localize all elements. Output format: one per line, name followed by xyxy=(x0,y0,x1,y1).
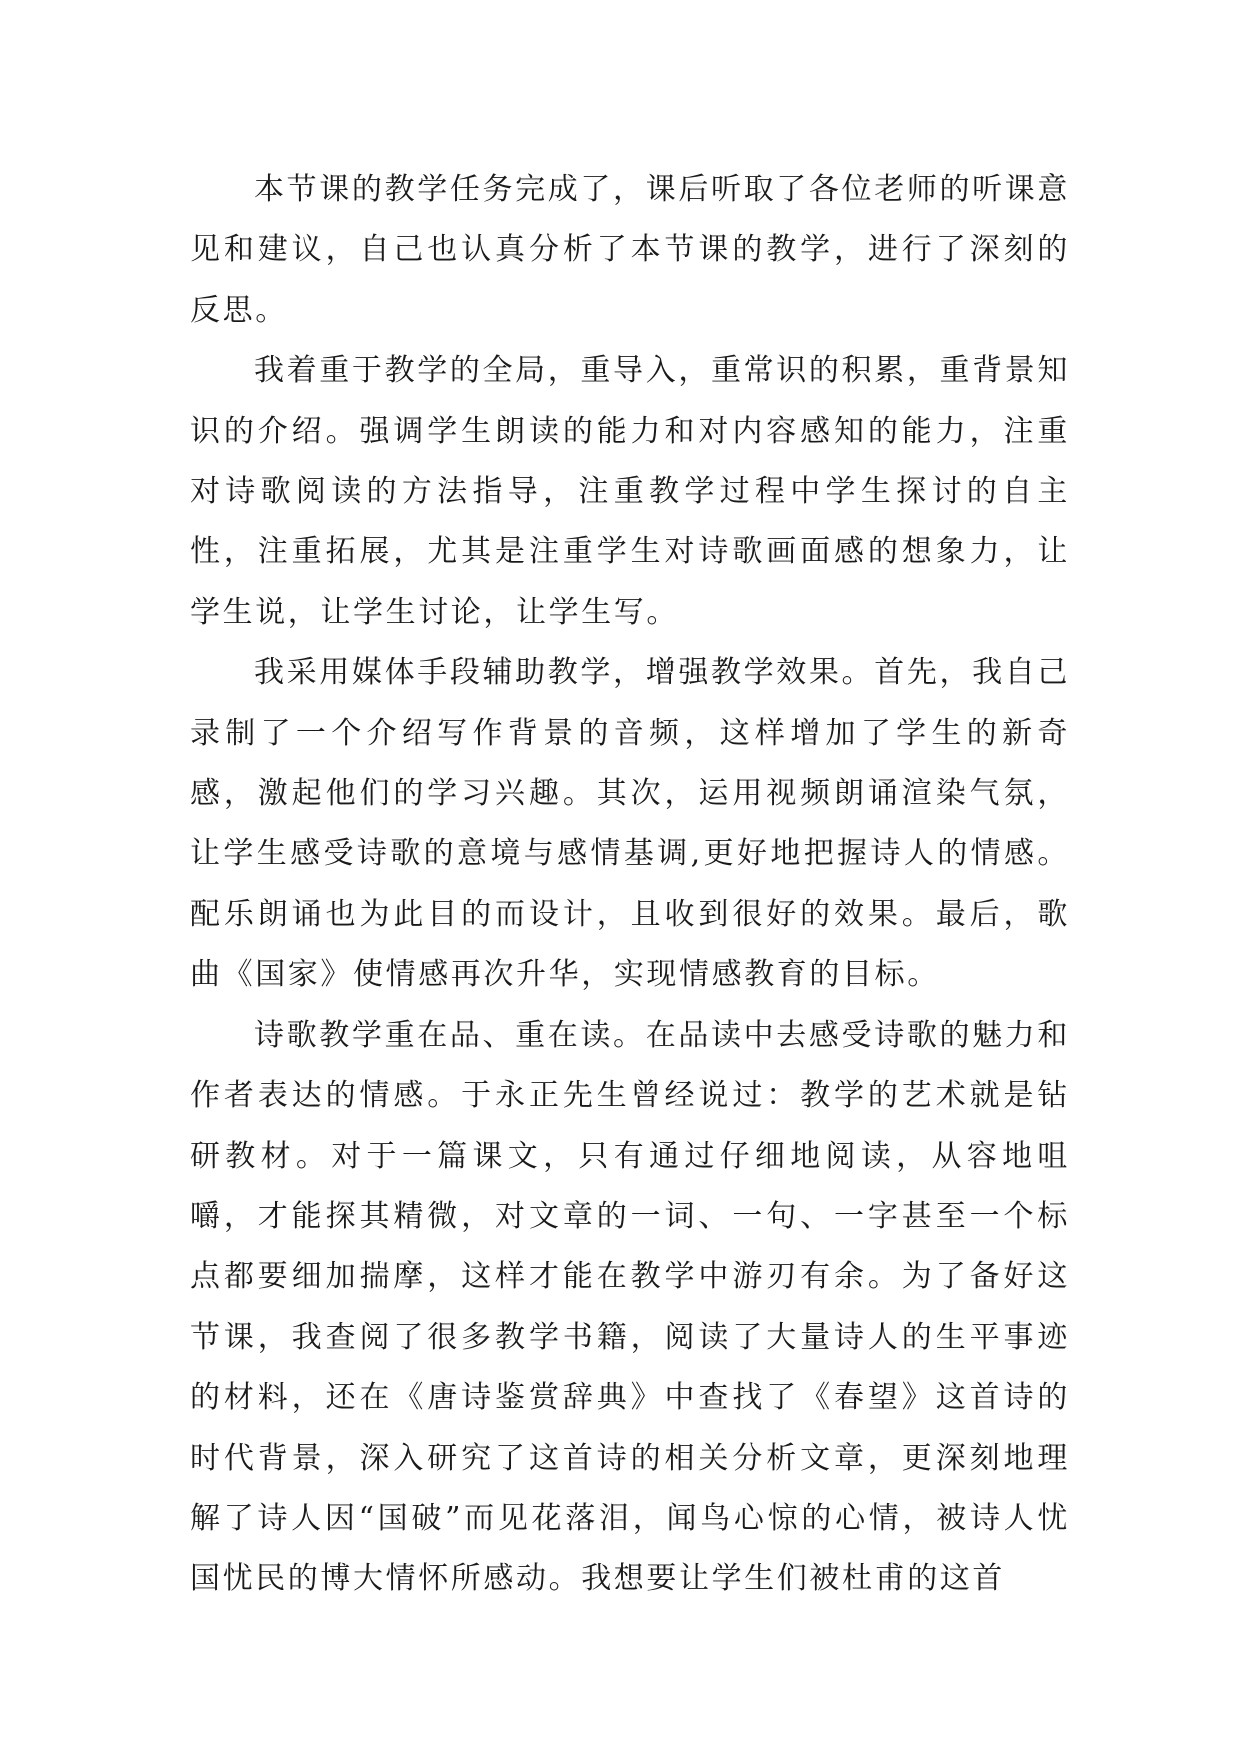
paragraph-media-usage: 我采用媒体手段辅助教学，增强教学效果。首先，我自己录制了一个介绍写作背景的音频，这样增加了学生的新奇感，激起他们的学习兴趣。其次，运用视频朗诵渲染气氛，让学生感受诗歌的意境与感情基调,更好地把握诗人的情感。配乐朗诵也为此目的而设计，且收到很好的效果。最后，歌曲《国家》使情感再次升华，实现情感教育的目标。 xyxy=(190,655,1070,993)
paragraph-reflection-intro: 本节课的教学任务完成了，课后听取了各位老师的听课意见和建议，自己也认真分析了本节课的教学，进行了深刻的反思。 xyxy=(190,172,1070,328)
paragraph-poetry-reading: 诗歌教学重在品、重在读。在品读中去感受诗歌的魅力和作者表达的情感。于永正先生曾经说过：教学的艺术就是钻研教材。对于一篇课文，只有通过仔细地阅读，从容地咀嚼，才能探其精微，对文章的一词、一句、一字甚至一个标点都要细加揣摩，这样才能在教学中游刃有余。为了备好这节课，我查阅了很多教学书籍，阅读了大量诗人的生平事迹的材料，还在《唐诗鉴赏辞典》中查找了《春望》这首诗的时代背景，深入研究了这首诗的相关分析文章，更深刻地理解了诗人因“国破”而见花落泪，闻鸟心惊的心情，被诗人忧国忧民的博大情怀所感动。我想要让学生们被杜甫的这首 xyxy=(190,1017,1070,1597)
paragraph-teaching-focus: 我着重于教学的全局，重导入，重常识的积累，重背景知识的介绍。强调学生朗读的能力和对内容感知的能力，注重对诗歌阅读的方法指导，注重教学过程中学生探讨的自主性，注重拓展，尤其是注重学生对诗歌画面感的想象力，让学生说，让学生讨论，让学生写。 xyxy=(190,353,1070,630)
document-body xyxy=(190,160,1070,1610)
